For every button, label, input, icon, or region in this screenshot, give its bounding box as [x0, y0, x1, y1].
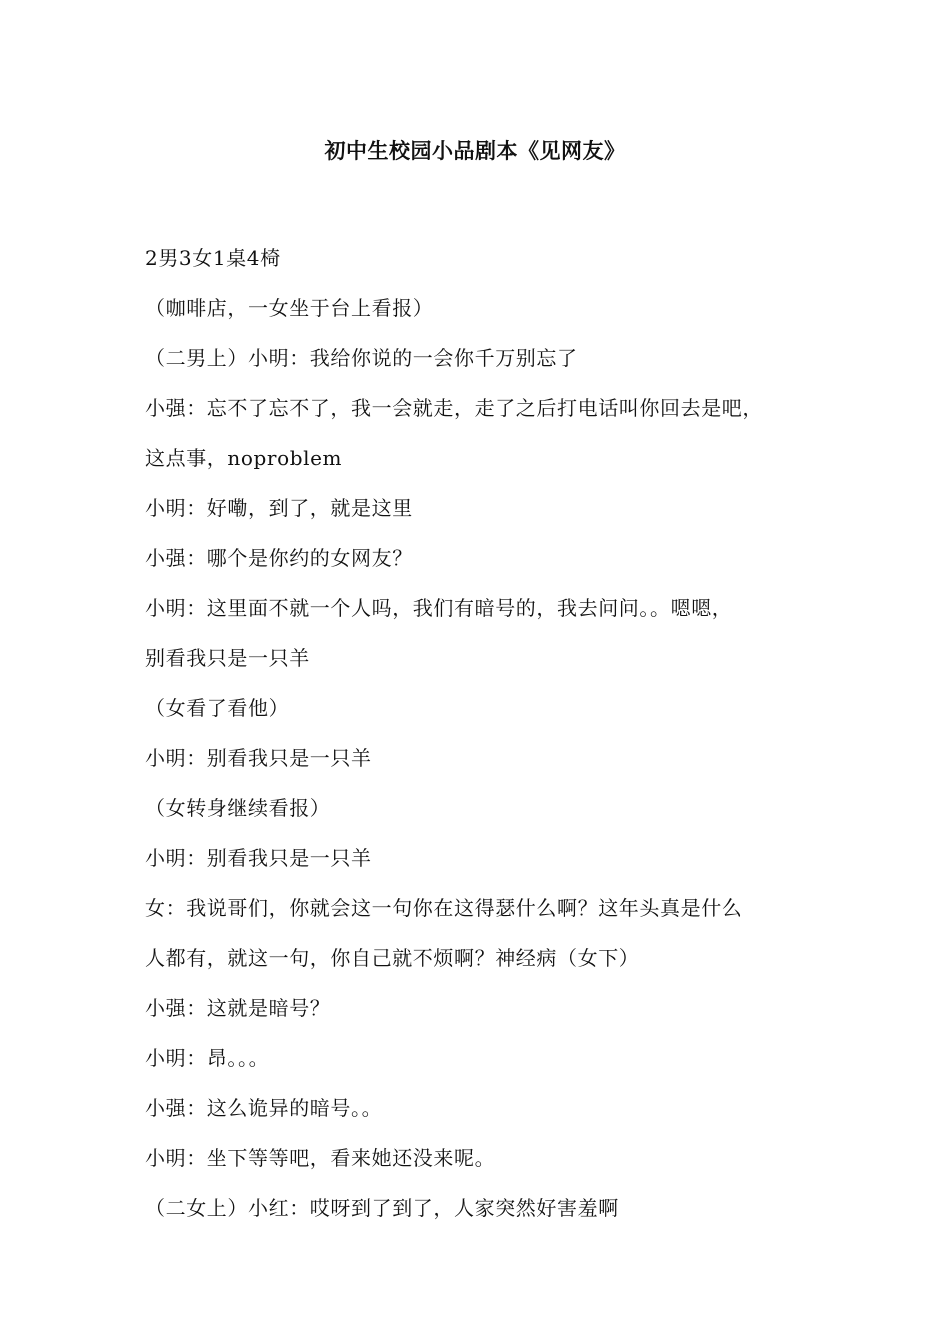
script-line: （二男上）小明：我给你说的一会你千万别忘了 — [145, 346, 578, 370]
script-line: 人都有，就这一句，你自己就不烦啊？神经病（女下） — [145, 946, 640, 970]
script-line: 小明：好嘞，到了，就是这里 — [145, 496, 413, 520]
script-line: 小明：别看我只是一只羊 — [145, 846, 372, 870]
document-title: 初中生校园小品剧本《见网友》 — [324, 138, 626, 163]
script-line: （女看了看他） — [145, 696, 290, 720]
script-line: 别看我只是一只羊 — [145, 646, 310, 670]
script-line: 小明：昂。。。 — [145, 1046, 270, 1070]
script-body — [145, 233, 835, 1233]
script-line: 女：我说哥们，你就会这一句你在这得瑟什么啊？这年头真是什么 — [145, 896, 743, 920]
script-line: 小明：别看我只是一只羊 — [145, 746, 372, 770]
script-line: （咖啡店，一女坐于台上看报） — [145, 296, 434, 320]
script-line: 小强：这就是暗号？ — [145, 996, 331, 1020]
script-line: （二女上）小红：哎呀到了到了，人家突然好害羞啊 — [145, 1196, 619, 1220]
script-line: 这点事，noproblem — [145, 446, 343, 470]
script-line: 2男3女1桌4椅 — [145, 246, 281, 270]
script-line: 小强：忘不了忘不了，我一会就走，走了之后打电话叫你回去是吧， — [145, 396, 763, 420]
script-line: 小强：这么诡异的暗号。。 — [145, 1096, 383, 1120]
script-line: 小明：这里面不就一个人吗，我们有暗号的，我去问问。。嗯嗯， — [145, 596, 733, 620]
script-line: （女转身继续看报） — [145, 796, 331, 820]
script-line: 小强：哪个是你约的女网友？ — [145, 546, 413, 570]
script-line: 小明：坐下等等吧，看来她还没来呢。 — [145, 1146, 496, 1170]
